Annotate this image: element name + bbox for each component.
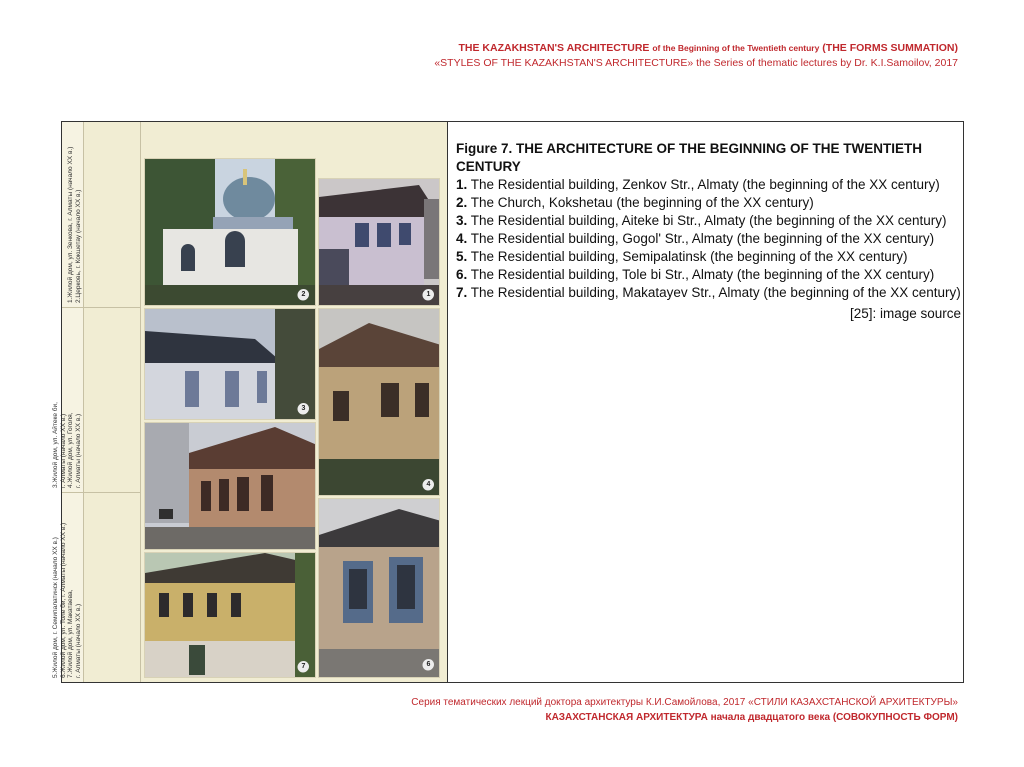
caption-item-text: The Residential building, Gogol' Str., Almaty (the beginning of the XX century) — [470, 231, 935, 246]
photo-church — [144, 158, 316, 306]
photo-gogol-house — [318, 308, 440, 496]
footer-title-bold: КАЗАХСТАНСКАЯ АРХИТЕКТУРА — [545, 712, 708, 723]
caption-item — [456, 284, 961, 302]
caption-item — [456, 194, 961, 212]
plate-note-1: 1.Жилой дом, ул. Зенкова, г. Алматы (начало XX в.) 2.Церковь, г. Кокшетау (начало XX в.) — [67, 146, 82, 303]
photo-makatayev-house — [144, 552, 316, 678]
image-source-note: [25]: image source — [849, 306, 961, 321]
caption-item-number: 1. — [456, 177, 468, 192]
plate-note-strip-1 — [62, 122, 84, 307]
caption-item-text: The Residential building, Tole bi Str., Almaty (the beginning of the XX century) — [470, 267, 935, 282]
photo-number-badge: 2 — [298, 289, 309, 300]
caption-item-text: The Residential building, Semipalatinsk (the beginning of the XX century) — [470, 249, 908, 264]
footer-title-subtitle: начала двадцатого века — [710, 712, 831, 723]
figure-caption — [456, 140, 961, 323]
figure-frame — [52, 121, 964, 683]
plate-divider — [62, 492, 140, 493]
header-title-bold: THE KAZAKHSTAN'S ARCHITECTURE — [458, 42, 650, 54]
caption-item-text: The Residential building, Aiteke bi Str., Almaty (the beginning of the XX century) — [470, 213, 947, 228]
photo-semipalatinsk-house — [144, 422, 316, 550]
photo-zenkov-house — [318, 178, 440, 306]
plate-note-strip-3 — [52, 492, 84, 682]
caption-item-text: The Residential building, Makatayev Str., Almaty (the beginning of the XX century) — [470, 285, 961, 300]
footer-series: Серия тематических лекций доктора архитектуры К.И.Самойлова, 2017 «СТИЛИ КАЗАХСТАНСКОЙ АРХИТЕКТУРЫ» — [411, 697, 958, 708]
header-title-subtitle: of the Beginning of the Twentieth century — [652, 43, 820, 53]
plate-note-2: 3.Жилой дом, ул. Айтеке би, г. Алматы (начало XX в.) 4.Жилой дом, ул. Гоголя, г. Алматы (начало XX в.) — [52, 402, 82, 488]
photo-tole-bi-house — [318, 498, 440, 678]
plate-divider — [140, 122, 141, 682]
caption-item-number: 5. — [456, 249, 468, 264]
plate-note-3: 5.Жилой дом, г. Семипалатинск (начало XX в.) 6.Жилой дом, ул. Толе би, г. Алматы (начало XX в.) 7.Жилой дом, ул. Макатаева, г. Алматы (начало XX в.) — [52, 522, 82, 678]
photo-number-badge: 7 — [298, 661, 309, 672]
header-title-tail: (THE FORMS SUMMATION) — [822, 42, 958, 54]
plate-divider — [62, 307, 140, 308]
caption-item-number: 7. — [456, 285, 468, 300]
caption-item-text: The Church, Kokshetau (the beginning of the XX century) — [470, 195, 814, 210]
caption-item — [456, 266, 961, 284]
caption-item-text: The Residential building, Zenkov Str., Almaty (the beginning of the XX century) — [470, 177, 940, 192]
caption-item-number: 6. — [456, 267, 468, 282]
photo-number-badge: 4 — [423, 479, 434, 490]
footer-title — [545, 712, 958, 723]
plate-note-strip-2 — [52, 307, 84, 492]
caption-item-number: 2. — [456, 195, 468, 210]
caption-item — [456, 176, 961, 194]
caption-item — [456, 212, 961, 230]
caption-item-number: 3. — [456, 213, 468, 228]
photo-number-badge: 3 — [298, 403, 309, 414]
photo-number-badge: 6 — [423, 659, 434, 670]
caption-item-number: 4. — [456, 231, 468, 246]
photo-plate — [52, 122, 448, 682]
photo-aiteke-bi-house — [144, 308, 316, 420]
caption-item — [456, 230, 961, 248]
header-series: «STYLES OF THE KAZAKHSTAN'S ARCHITECTURE» the Series of thematic lectures by Dr. K.I.Samoilov, 2017 — [434, 57, 958, 69]
figure-title: Figure 7. THE ARCHITECTURE OF THE BEGINNING OF THE TWENTIETH CENTURY — [456, 141, 923, 174]
header-title — [459, 42, 959, 54]
photo-number-badge: 1 — [423, 289, 434, 300]
caption-item — [456, 248, 961, 266]
footer-title-tail: (СОВОКУПНОСТЬ ФОРМ) — [832, 712, 958, 723]
